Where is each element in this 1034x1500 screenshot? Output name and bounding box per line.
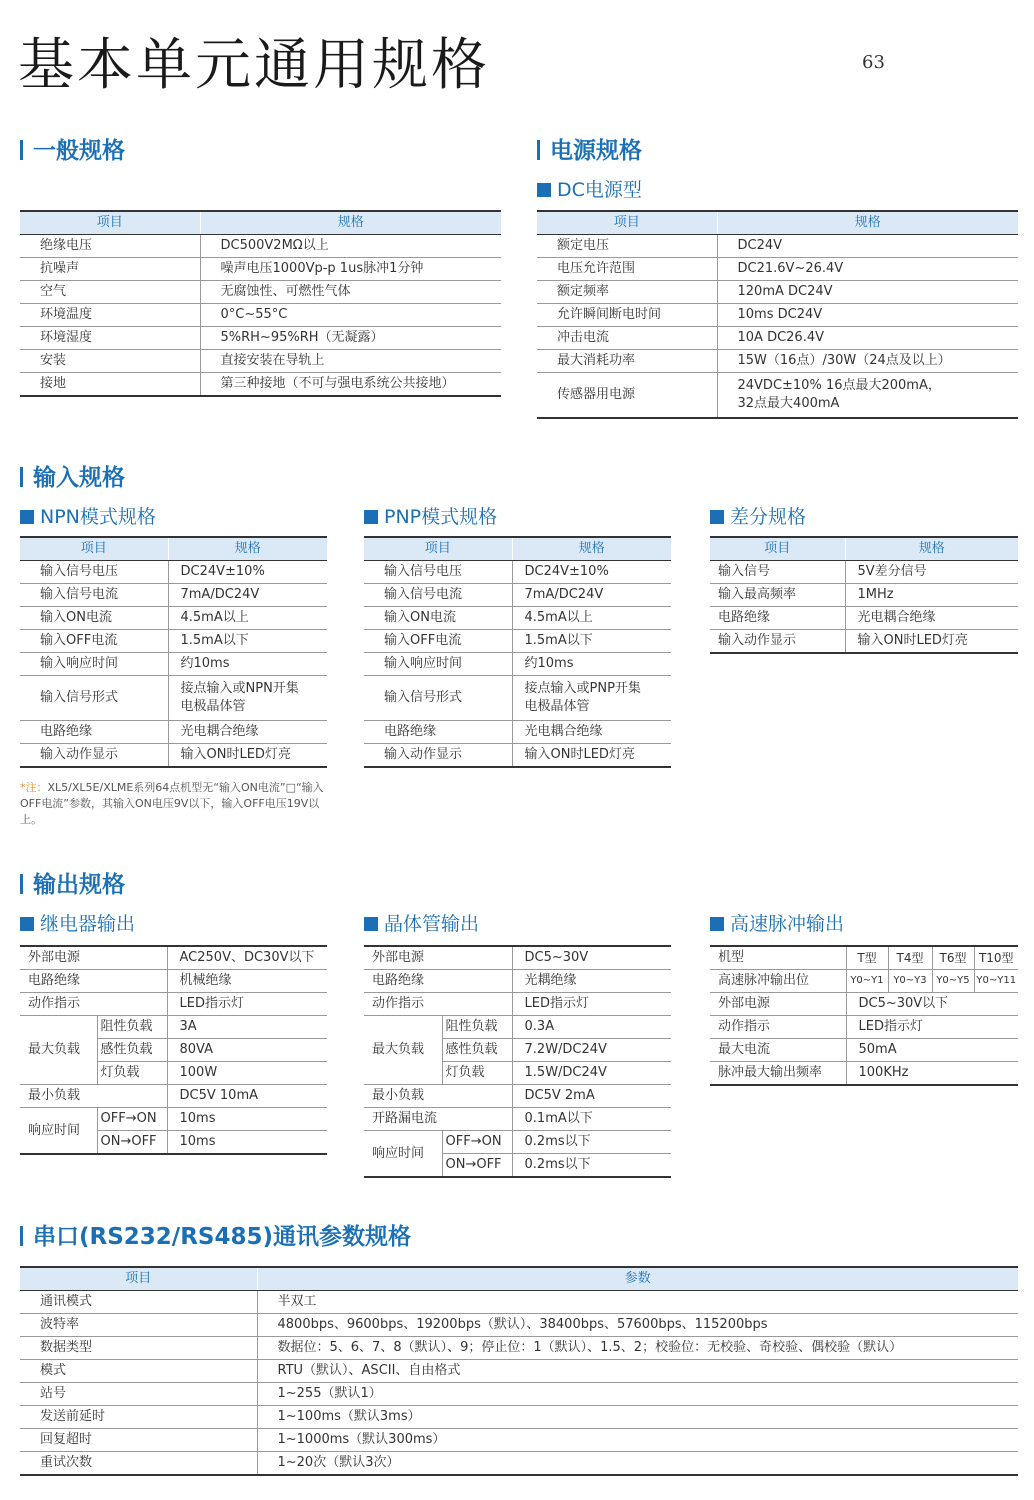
row-label: 响应时间 [20, 1108, 97, 1155]
row-value: LED指示灯 [512, 993, 671, 1016]
row-label: 外部电源 [364, 946, 512, 970]
subsection-label: DC电源型 [557, 179, 642, 201]
row-value: DC5~30V以下 [846, 993, 1018, 1016]
sub-label: 感性负载 [442, 1039, 512, 1062]
row-label: 额定电压 [537, 235, 717, 258]
section-title-serial: 串口(RS232/RS485)通讯参数规格 [20, 1223, 411, 1251]
table-header: 规格 [845, 537, 1018, 561]
square-bullet-icon [710, 917, 724, 931]
row-value: LED指示灯 [846, 1016, 1018, 1039]
row-value: 1.5mA以下 [512, 630, 671, 653]
row-label: 电路绝缘 [20, 721, 168, 744]
table-row [364, 561, 671, 584]
table-row [20, 993, 327, 1016]
row-value: 7.2W/DC24V [512, 1039, 671, 1062]
row-label: 输入动作显示 [710, 630, 845, 654]
row-value: 5V差分信号 [845, 561, 1018, 584]
table-row [20, 1085, 327, 1108]
value-line: 接点输入或NPN开集 [180, 681, 299, 696]
page-title: 基本单元通用规格 [18, 33, 490, 98]
row-value: 7mA/DC24V [168, 584, 327, 607]
serial-spec-table [20, 1266, 1018, 1476]
subsection-title-npn [20, 505, 156, 529]
row-label: 输入动作显示 [20, 744, 168, 768]
table-row [20, 630, 327, 653]
row-label: 输入信号电压 [364, 561, 512, 584]
sub-label: 感性负载 [97, 1039, 167, 1062]
sub-label: 灯负载 [97, 1062, 167, 1085]
row-label: 抗噪声 [20, 258, 200, 281]
table-row [20, 373, 501, 397]
table-row [364, 744, 671, 768]
table-row [537, 235, 1018, 258]
row-label: 绝缘电压 [20, 235, 200, 258]
model-cell: T6型 [932, 946, 974, 970]
table-row [20, 1016, 327, 1039]
table-header: 项目 [20, 211, 200, 235]
row-label: 站号 [20, 1383, 257, 1406]
table-row [20, 607, 327, 630]
footnote-text: XL5/XL5E/XLME系列64点机型无“输入ON电流”□“输入OFF电流”参数，其输入ON电压9V以下，输入OFF电压19V以上。 [20, 781, 324, 826]
row-value: AC250V、DC30V以下 [167, 946, 327, 970]
section-title-general: 一般规格 [20, 137, 125, 165]
table-row [710, 1016, 1018, 1039]
model-cell: T4型 [888, 946, 932, 970]
row-value: DC5~30V [512, 946, 671, 970]
transistor-output-table [364, 945, 671, 1178]
row-value: 100W [167, 1062, 327, 1085]
table-row [20, 744, 327, 768]
row-value: 输入ON时LED灯亮 [168, 744, 327, 768]
power-spec-table [537, 210, 1018, 419]
row-value: 半双工 [257, 1291, 1018, 1314]
table-row [537, 258, 1018, 281]
table-row [537, 350, 1018, 373]
subsection-title-dc [537, 178, 642, 202]
row-value: 第三种接地（不可与强电系统公共接地） [200, 373, 501, 397]
table-row [20, 350, 501, 373]
row-value: 机械绝缘 [167, 970, 327, 993]
row-label: 外部电源 [710, 993, 846, 1016]
row-label: 空气 [20, 281, 200, 304]
row-label: 模式 [20, 1360, 257, 1383]
row-label: 环境温度 [20, 304, 200, 327]
row-label: 回复超时 [20, 1429, 257, 1452]
square-bullet-icon [537, 183, 551, 197]
outpos-cell: Y0~Y3 [888, 970, 932, 993]
pulse-output-table [710, 945, 1018, 1086]
diff-spec-table [710, 536, 1018, 654]
table-header: 项目 [537, 211, 717, 235]
table-row [364, 970, 671, 993]
row-label: 最大消耗功率 [537, 350, 717, 373]
row-label: 动作指示 [364, 993, 512, 1016]
table-row [710, 946, 1018, 970]
outpos-cell: Y0~Y1 [846, 970, 888, 993]
row-value: 直接安装在导轨上 [200, 350, 501, 373]
table-row [20, 258, 501, 281]
row-label: 输入信号形式 [20, 676, 168, 721]
row-value: 4.5mA以上 [168, 607, 327, 630]
page-number: 63 [862, 52, 885, 73]
row-value: RTU（默认）、ASCII、自由格式 [257, 1360, 1018, 1383]
sub-label: ON→OFF [97, 1131, 167, 1155]
table-header: 项目 [20, 537, 168, 561]
row-label: 额定频率 [537, 281, 717, 304]
footnote-marker: *注： [20, 781, 48, 794]
relay-output-table [20, 945, 327, 1155]
row-value: 3A [167, 1016, 327, 1039]
row-value: 光电耦合绝缘 [168, 721, 327, 744]
section-title-power: 电源规格 [537, 137, 642, 165]
table-header: 参数 [257, 1267, 1018, 1291]
row-label: 输入信号电流 [364, 584, 512, 607]
table-row [364, 630, 671, 653]
row-label: 冲击电流 [537, 327, 717, 350]
row-value: 10A DC26.4V [717, 327, 1018, 350]
row-value: 输入ON时LED灯亮 [512, 744, 671, 768]
row-value: 1~100ms（默认3ms） [257, 1406, 1018, 1429]
row-label: 输入最高频率 [710, 584, 845, 607]
sub-label: OFF→ON [442, 1131, 512, 1154]
row-label: 最小负载 [364, 1085, 512, 1108]
table-row [364, 584, 671, 607]
row-label: 最大电流 [710, 1039, 846, 1062]
table-row [537, 327, 1018, 350]
row-value: 80VA [167, 1039, 327, 1062]
sub-label: 灯负载 [442, 1062, 512, 1085]
row-label: 动作指示 [710, 1016, 846, 1039]
row-value: DC5V 2mA [512, 1085, 671, 1108]
row-label: 输入OFF电流 [20, 630, 168, 653]
table-row [364, 676, 671, 721]
row-value: 5%RH~95%RH（无凝露） [200, 327, 501, 350]
subsection-title-pulse [710, 912, 844, 936]
subsection-title-relay [20, 912, 135, 936]
row-label: 输入动作显示 [364, 744, 512, 768]
row-label: 外部电源 [20, 946, 167, 970]
row-value: DC21.6V~26.4V [717, 258, 1018, 281]
table-row [710, 1062, 1018, 1086]
table-row [20, 1406, 1018, 1429]
square-bullet-icon [364, 510, 378, 524]
row-value: 1~20次（默认3次） [257, 1452, 1018, 1476]
table-row [20, 235, 501, 258]
row-label: 数据类型 [20, 1337, 257, 1360]
table-row [710, 561, 1018, 584]
table-row [20, 281, 501, 304]
row-value: DC24V±10% [512, 561, 671, 584]
table-row [364, 721, 671, 744]
square-bullet-icon [710, 510, 724, 524]
outpos-cell: Y0~Y11 [974, 970, 1018, 993]
row-value: 50mA [846, 1039, 1018, 1062]
input-footnote [20, 780, 336, 828]
sub-label: ON→OFF [442, 1154, 512, 1178]
row-value: 120mA DC24V [717, 281, 1018, 304]
row-label: 最大负载 [364, 1016, 442, 1085]
row-value: DC24V±10% [168, 561, 327, 584]
table-row [20, 561, 327, 584]
subsection-label: 继电器输出 [40, 913, 136, 935]
row-label: 电压允许范围 [537, 258, 717, 281]
row-value: 输入ON时LED灯亮 [845, 630, 1018, 654]
table-row [20, 584, 327, 607]
table-header: 项目 [364, 537, 512, 561]
subsection-title-pnp [364, 505, 497, 529]
row-label: 发送前延时 [20, 1406, 257, 1429]
row-value: 10ms DC24V [717, 304, 1018, 327]
row-label: 接地 [20, 373, 200, 397]
row-label: 输入信号电压 [20, 561, 168, 584]
table-header: 项目 [20, 1267, 257, 1291]
row-value: 光耦绝缘 [512, 970, 671, 993]
row-value: 1~255（默认1） [257, 1383, 1018, 1406]
table-row [20, 1360, 1018, 1383]
row-label: 响应时间 [364, 1131, 442, 1178]
table-row [20, 1383, 1018, 1406]
row-label: 允许瞬间断电时间 [537, 304, 717, 327]
table-row [710, 630, 1018, 654]
row-value [717, 373, 1018, 419]
row-label: 通讯模式 [20, 1291, 257, 1314]
row-value: 0.2ms以下 [512, 1131, 671, 1154]
table-row [710, 970, 1018, 993]
row-value: 10ms [167, 1108, 327, 1131]
row-label: 输入信号电流 [20, 584, 168, 607]
row-value: 1.5mA以下 [168, 630, 327, 653]
table-header: 规格 [512, 537, 671, 561]
subsection-label: NPN模式规格 [40, 506, 156, 528]
table-row [20, 970, 327, 993]
row-label: 脉冲最大输出频率 [710, 1062, 846, 1086]
row-value: 数据位：5、6、7、8（默认）、9；停止位：1（默认）、1.5、2；校验位：无校验、奇校验、偶校验（默认） [257, 1337, 1018, 1360]
row-value: LED指示灯 [167, 993, 327, 1016]
row-label: 环境湿度 [20, 327, 200, 350]
value-line: 接点输入或PNP开集 [524, 681, 641, 696]
row-value: 约10ms [168, 653, 327, 676]
row-value: 约10ms [512, 653, 671, 676]
sub-label: 阻性负载 [97, 1016, 167, 1039]
subsection-label: 高速脉冲输出 [730, 913, 845, 935]
row-value: 15W（16点）/30W（24点及以上） [717, 350, 1018, 373]
row-label: 电路绝缘 [20, 970, 167, 993]
row-value: 10ms [167, 1131, 327, 1155]
table-row [364, 607, 671, 630]
pnp-spec-table [364, 536, 671, 768]
row-label: 输入ON电流 [364, 607, 512, 630]
table-row [364, 993, 671, 1016]
table-row [364, 1085, 671, 1108]
value-line: 32点最大400mA [737, 396, 840, 411]
row-label: 输入OFF电流 [364, 630, 512, 653]
table-row [364, 1016, 671, 1039]
row-value: 0°C~55°C [200, 304, 501, 327]
table-header: 规格 [200, 211, 501, 235]
table-row [710, 993, 1018, 1016]
row-value [512, 676, 671, 721]
square-bullet-icon [20, 510, 34, 524]
row-label: 机型 [710, 946, 846, 970]
subsection-title-transistor [364, 912, 479, 936]
table-row [537, 373, 1018, 419]
square-bullet-icon [364, 917, 378, 931]
table-row [20, 1429, 1018, 1452]
row-label: 最大负载 [20, 1016, 97, 1085]
row-value: DC500V2MΩ以上 [200, 235, 501, 258]
table-row [710, 1039, 1018, 1062]
row-label: 电路绝缘 [364, 970, 512, 993]
table-row [20, 946, 327, 970]
npn-spec-table [20, 536, 327, 768]
row-value: 1~1000ms（默认300ms） [257, 1429, 1018, 1452]
row-value: 光电耦合绝缘 [512, 721, 671, 744]
row-value: 1.5W/DC24V [512, 1062, 671, 1085]
row-label: 开路漏电流 [364, 1108, 512, 1131]
table-header: 规格 [717, 211, 1018, 235]
value-line: 电极晶体管 [524, 699, 590, 714]
row-label: 动作指示 [20, 993, 167, 1016]
row-value: 4.5mA以上 [512, 607, 671, 630]
table-row [20, 676, 327, 721]
row-value: 1MHz [845, 584, 1018, 607]
section-title-input: 输入规格 [20, 464, 125, 492]
row-value: 光电耦合绝缘 [845, 607, 1018, 630]
row-label: 电路绝缘 [710, 607, 845, 630]
value-line: 电极晶体管 [180, 699, 246, 714]
outpos-cell: Y0~Y5 [932, 970, 974, 993]
row-label: 输入响应时间 [20, 653, 168, 676]
row-value: 4800bps、9600bps、19200bps（默认）、38400bps、57600bps、115200bps [257, 1314, 1018, 1337]
row-value: 100KHz [846, 1062, 1018, 1086]
row-value: 7mA/DC24V [512, 584, 671, 607]
subsection-title-diff [710, 505, 806, 529]
row-value [168, 676, 327, 721]
table-row [364, 1131, 671, 1154]
row-label: 传感器用电源 [537, 373, 717, 419]
table-row [710, 607, 1018, 630]
row-label: 高速脉冲输出位 [710, 970, 846, 993]
table-row [364, 653, 671, 676]
row-label: 最小负载 [20, 1085, 167, 1108]
table-row [20, 721, 327, 744]
model-cell: T型 [846, 946, 888, 970]
row-label: 安装 [20, 350, 200, 373]
row-label: 电路绝缘 [364, 721, 512, 744]
sub-label: OFF→ON [97, 1108, 167, 1131]
table-row [537, 281, 1018, 304]
subsection-label: 差分规格 [730, 506, 807, 528]
table-header: 规格 [168, 537, 327, 561]
model-cell: T10型 [974, 946, 1018, 970]
table-row [20, 327, 501, 350]
square-bullet-icon [20, 917, 34, 931]
table-row [20, 1452, 1018, 1476]
subsection-label: PNP模式规格 [384, 506, 498, 528]
subsection-label: 晶体管输出 [384, 913, 480, 935]
table-row [20, 653, 327, 676]
row-value: 噪声电压1000Vp-p 1us脉冲1分钟 [200, 258, 501, 281]
general-spec-table [20, 210, 501, 397]
row-label: 输入信号 [710, 561, 845, 584]
table-row [20, 1337, 1018, 1360]
section-title-output: 输出规格 [20, 871, 125, 899]
row-value: DC5V 10mA [167, 1085, 327, 1108]
table-row [20, 304, 501, 327]
row-label: 输入响应时间 [364, 653, 512, 676]
row-label: 重试次数 [20, 1452, 257, 1476]
table-header: 项目 [710, 537, 845, 561]
table-row [364, 1108, 671, 1131]
row-label: 波特率 [20, 1314, 257, 1337]
sub-label: 阻性负载 [442, 1016, 512, 1039]
value-line: 24VDC±10% 16点最大200mA， [737, 378, 941, 393]
table-row [710, 584, 1018, 607]
row-value: 无腐蚀性、可燃性气体 [200, 281, 501, 304]
row-value: DC24V [717, 235, 1018, 258]
row-label: 输入信号形式 [364, 676, 512, 721]
table-row [20, 1314, 1018, 1337]
row-value: 0.3A [512, 1016, 671, 1039]
table-row [364, 946, 671, 970]
row-label: 输入ON电流 [20, 607, 168, 630]
table-row [537, 304, 1018, 327]
table-row [20, 1291, 1018, 1314]
table-row [20, 1108, 327, 1131]
row-value: 0.2ms以下 [512, 1154, 671, 1178]
row-value: 0.1mA以下 [512, 1108, 671, 1131]
